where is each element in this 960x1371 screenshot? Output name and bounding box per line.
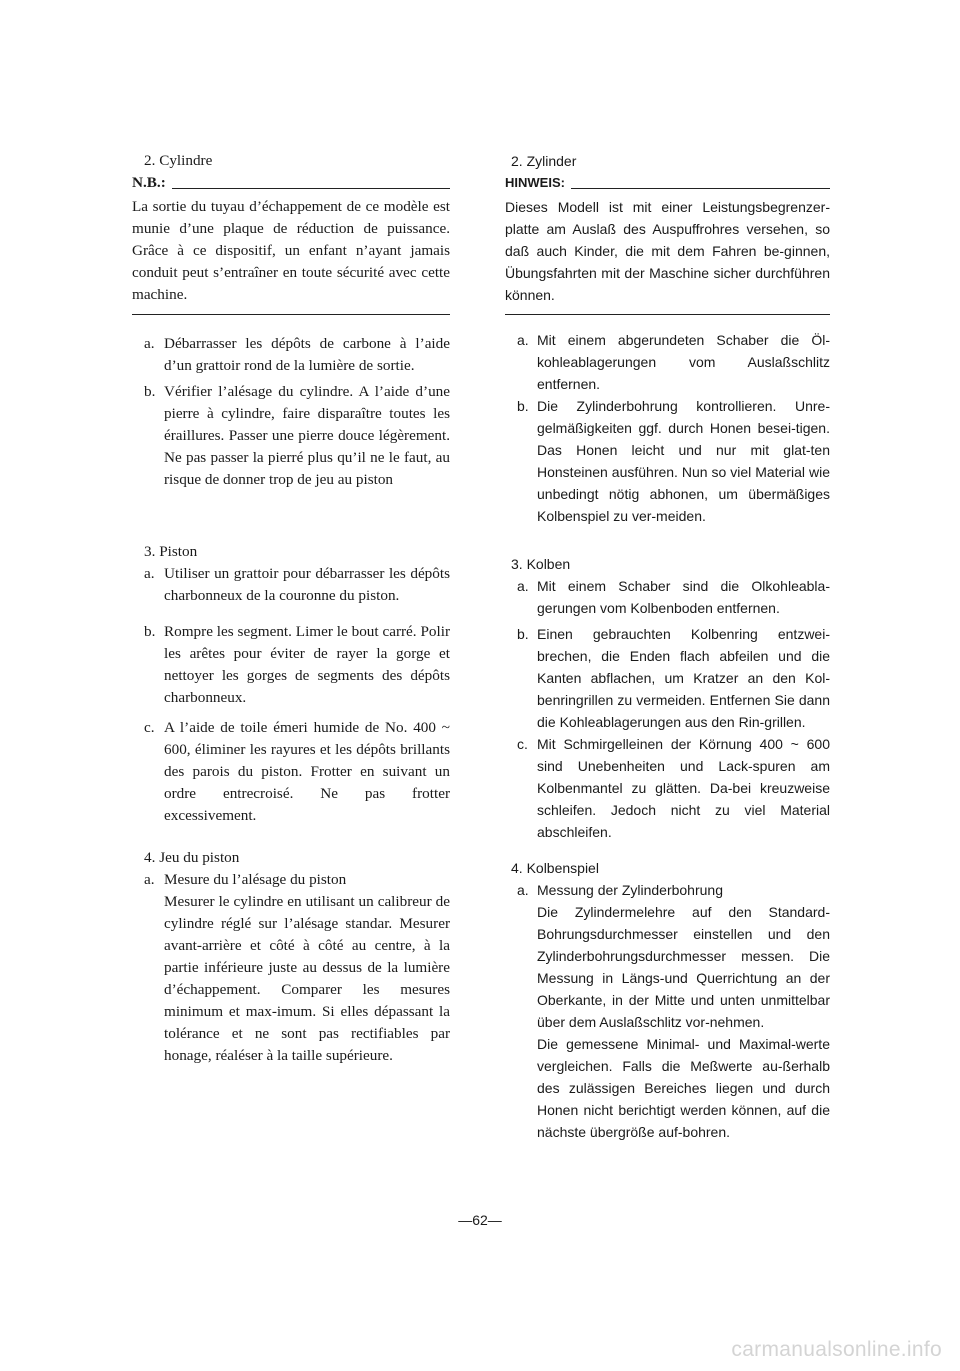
item-text: Mit einem Schaber sind die Olkohleabla-gerungen vom Kolbenboden entfernen.: [537, 578, 830, 616]
item-text: Débarrasser les dépôts de carbone à l’aide d’un grattoir rond de la lumière de sortie.: [164, 335, 450, 374]
item-label: a.: [144, 871, 155, 888]
section-title-piston: 3. Piston: [144, 543, 198, 560]
list-item: [144, 333, 450, 377]
item-label: a.: [517, 578, 529, 594]
item-text: Vérifier l’alésage du cylindre. A l’aide d’une pierre à cylindre, faire disparaître toutes les éraillures. Passer une pierre douce légèrement. Ne pas passer la pierré plus qu’il ne le faut, au risque de donner trop de jeu au piston: [164, 383, 450, 488]
section-title-piston-clearance: 4. Kolbenspiel: [511, 860, 599, 876]
item-text: Mesure du l’alésage du piston: [164, 871, 347, 888]
nb-note: Dieses Modell ist mit einer Leistungsbegrenzer-platte am Auslaß des Auspuffrohres versehen, so daß auch Kinder, die mit dem Fahren be-ginnen, Übungsfahrten mit der Maschine sicher durchführen können.: [505, 199, 830, 303]
nb-heading: [505, 172, 830, 194]
item-label: a.: [144, 565, 155, 582]
item-body: Mesurer le cylindre en utilisant un calibreur de cylindre réglé sur l’alésage standar. Mesurer avant-arrière et côté à côté au centre, à la partie inférieure juste au dessus de la lumière d’échappement. Comparer les mesures minimum et max-imum. Si elles dépassant la tolérance et ne sont pas rectifiables par honage, réaléser à la taille supérieure.: [164, 893, 450, 1064]
item-text: Messung der Zylinderbohrung: [537, 882, 723, 898]
list-item: [517, 395, 830, 527]
section-title-cylinder: 2. Zylinder: [511, 153, 577, 169]
list-item: [517, 879, 830, 901]
nb-note: La sortie du tuyau d’échappement de ce modèle est munie d’une plaque de réduction de puissance. Grâce à ce dispositif, un enfant n’ayant jamais conduit peut s’entraîner en toute sécurité avec cette machine.: [132, 198, 450, 303]
item-text: A l’aide de toile émeri humide de No. 400 ~ 600, éliminer les rayures et les dépôts brillants des parois du piston. Frotter en suivant un ordre entrecroisé. Ne pas frotter excessivement.: [164, 719, 450, 824]
list-item: [144, 621, 450, 709]
item-text: Einen gebrauchten Kolbenring entzwei-brechen, die Enden flach abfeilen und die Kanten abflachen, um Kratzer an den Kol-benringrillen zu vermeiden. Entfernen Sie dann die Kohleablagerungen aus den Rin-grillen.: [537, 626, 830, 730]
item-label: c.: [517, 736, 528, 752]
nb-rule: [172, 188, 450, 189]
item-body: Die gemessene Minimal- und Maximal-werte vergleichen. Falls die Meßwerte au-ßerhalb des zulässigen Bereiches liegen und durch Honen nicht berichtigt werden können, auf die nächste übergröße auf-bohren.: [537, 1036, 830, 1140]
item-label: a.: [517, 332, 529, 348]
section-title-piston-clearance: 4. Jeu du piston: [144, 849, 240, 866]
nb-rule: [571, 188, 830, 189]
page-number: —62—: [458, 1212, 502, 1228]
german-column: [505, 150, 830, 1143]
item-label: b.: [517, 626, 529, 642]
list-item: [517, 329, 830, 395]
list-item: [144, 563, 450, 607]
item-label: a.: [144, 335, 155, 352]
item-label: b.: [144, 623, 156, 640]
list-item: [517, 575, 830, 619]
nb-label: HINWEIS:: [505, 175, 565, 190]
section-title-piston: 3. Kolben: [511, 556, 571, 572]
item-label: a.: [517, 882, 529, 898]
item-label: c.: [144, 719, 155, 736]
item-text: Rompre les segment. Limer le bout carré. Polir les arêtes pour éviter de rayer la gorge et nettoyer les gorges de segments des dépôts charbonneux.: [164, 623, 450, 706]
list-item: [144, 717, 450, 827]
item-label: b.: [144, 383, 156, 400]
item-label: b.: [517, 398, 529, 414]
list-item: [517, 623, 830, 733]
list-item: [144, 869, 450, 891]
section-title-cylinder: 2. Cylindre: [144, 152, 213, 169]
nb-heading: [132, 172, 450, 194]
nb-label: N.B.:: [132, 174, 166, 191]
item-text: Mit einem abgerundeten Schaber die Öl-kohleablagerungen vom Auslaßschlitz entfernen.: [537, 332, 830, 392]
list-item: [517, 733, 830, 843]
french-column: [132, 150, 450, 1067]
item-text: Die Zylinderbohrung kontrollieren. Unre-gelmäßigkeiten ggf. durch Honen besei-tigen. Das Honen leicht und nur mit glat-ten Honsteinen ausführen. Nun so viel Material wie unbedingt nötig abhonen, um übermäßiges Kolbenspiel zu ver-meiden.: [537, 398, 830, 524]
item-body: Die Zylindermelehre auf den Standard-Bohrungsdurchmesser einstellen und den Zylinderbohrungsdurchmesser messen. Die Messung in Längs-und Querrichtung an der Oberkante, in der Mitte und unten unmittelbar über dem Auslaßschlitz vor-nehmen.: [537, 904, 830, 1030]
item-text: Utiliser un grattoir pour débarrasser les dépôts charbonneux de la couronne du piston.: [164, 565, 450, 604]
item-text: Mit Schmirgelleinen der Körnung 400 ~ 600 sind Unebenheiten und Lack-spuren am Kolbenmantel zu glätten. Da-bei kreuzweise schleifen. Jedoch nicht zu viel Material abschleifen.: [537, 736, 830, 840]
list-item: [144, 381, 450, 491]
watermark: carmanualsonline.info: [731, 1338, 942, 1361]
